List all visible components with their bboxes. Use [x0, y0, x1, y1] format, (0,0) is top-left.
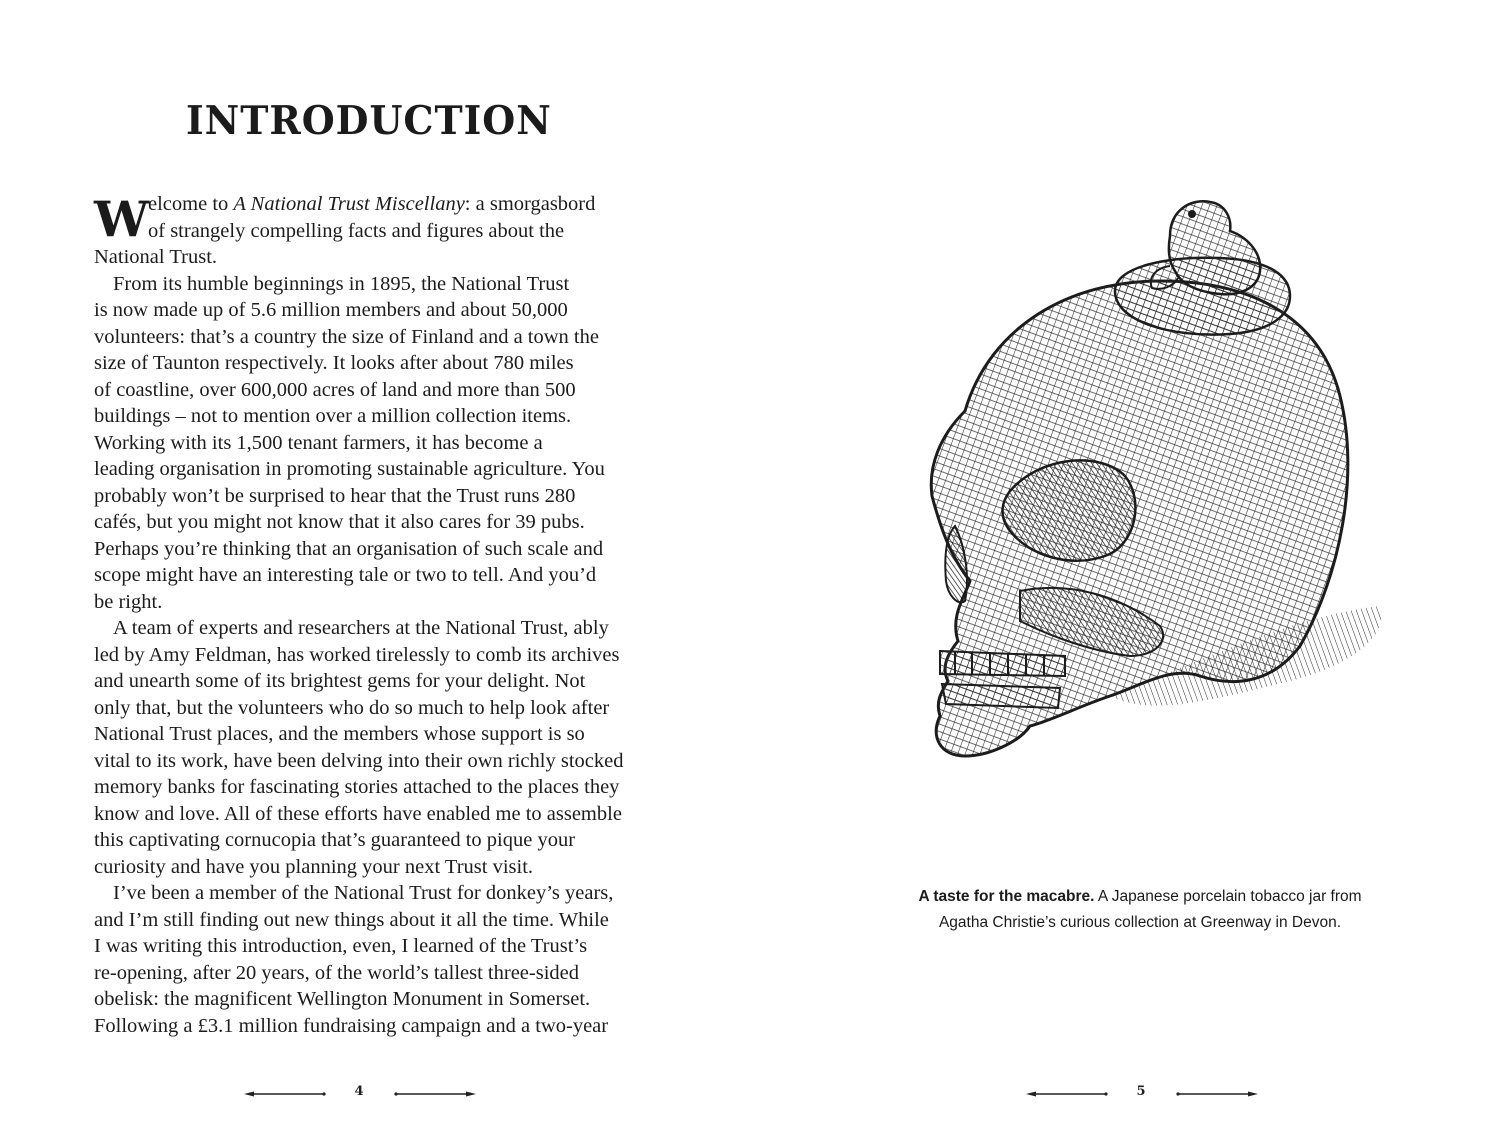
skull-outline: [931, 281, 1348, 756]
text-line-22: vital to its work, have been delving into their own richly stocked: [94, 749, 624, 772]
illustration-caption: [880, 884, 1400, 936]
text-line-19: and unearth some of its brightest gems for your delight. Not: [94, 670, 586, 692]
text-line-20: only that, but the volunteers who do so much to help look after: [94, 696, 610, 719]
text-line-24: know and love. All of these efforts have enabled me to assemble: [94, 802, 622, 825]
text-line-17: A team of experts and researchers at the National Trust, ably: [113, 617, 609, 639]
caption-line-2: Agatha Christie’s curious collection at Greenway in Devon.: [938, 914, 1342, 931]
text-line-21: National Trust places, and the members whose support is so: [94, 723, 585, 745]
caption-bold: A taste for the macabre.: [918, 888, 1095, 905]
text-line-1: elcome to A National Trust Miscellany: a smorgasbord: [148, 193, 596, 215]
text-line-29: I was writing this introduction, even, I learned of the Trust’s: [94, 935, 588, 957]
ornament-left-icon: [244, 1090, 326, 1098]
text-line-3: National Trust.: [94, 246, 218, 268]
text-line-8: of coastline, over 600,000 acres of land and more than 500: [94, 378, 576, 401]
text-line-25: this captivating cornucopia that’s guaranteed to pique your: [94, 829, 576, 851]
text-line-15: scope might have an interesting tale or two to tell. And you’d: [94, 564, 597, 586]
ornament-right-icon: [394, 1090, 476, 1098]
text-line-12: probably won’t be surprised to hear that the Trust runs 280: [94, 484, 576, 507]
text-line-2: of strangely compelling facts and figures about the: [148, 219, 565, 242]
text-line-5: is now made up of 5.6 million members and about 50,000: [94, 299, 568, 321]
drop-cap: W: [94, 190, 150, 248]
caption-line-1: [880, 884, 1400, 910]
caption-text: A Japanese porcelain tobacco jar from: [1094, 888, 1362, 905]
page-number: 4: [354, 1084, 364, 1099]
text-line-28: and I’m still finding out new things about it all the time. While: [94, 908, 609, 931]
page-number-folio: [244, 1084, 484, 1104]
ornament-right-icon: [1176, 1090, 1258, 1098]
frog-figure: [1169, 201, 1260, 294]
text-line-14: Perhaps you’re thinking that an organisation of such scale and: [94, 537, 604, 560]
text-line-18: led by Amy Feldman, has worked tirelessly to comb its archives: [94, 643, 620, 666]
text-line-11: leading organisation in promoting sustainable agriculture. You: [94, 458, 605, 480]
introduction-text: [94, 191, 634, 1039]
text-line-4: From its humble beginnings in 1895, the National Trust: [113, 272, 570, 295]
skull-tobacco-jar-illustration: [870, 196, 1390, 766]
text-line-32: Following a £3.1 million fundraising campaign and a two-year: [94, 1014, 609, 1037]
ornament-left-icon: [1026, 1090, 1108, 1098]
page-title: INTRODUCTION: [186, 98, 552, 144]
text-line-31: obelisk: the magnificent Wellington Monument in Somerset.: [94, 988, 591, 1010]
text-line-26: curiosity and have you planning your next Trust visit.: [94, 855, 534, 878]
text-line-10: Working with its 1,500 tenant farmers, it has become a: [94, 431, 543, 454]
text-line-16: be right.: [94, 590, 163, 613]
text-line-6: volunteers: that’s a country the size of Finland and a town the: [94, 325, 599, 348]
text-line-30: re-opening, after 20 years, of the world’s tallest three-sided: [94, 961, 579, 984]
text-line-7: size of Taunton respectively. It looks after about 780 miles: [94, 352, 574, 374]
text-line-13: cafés, but you might not know that it also cares for 39 pubs.: [94, 511, 585, 533]
frog-eye: [1188, 210, 1196, 218]
page-number-folio: [1026, 1084, 1266, 1104]
text-line-23: memory banks for fascinating stories attached to the places they: [94, 776, 620, 798]
page-number: 5: [1136, 1084, 1146, 1099]
text-line-27: I’ve been a member of the National Trust for donkey’s years,: [113, 882, 614, 904]
right-page: [750, 0, 1500, 1128]
text-line-9: buildings – not to mention over a million collection items.: [94, 405, 572, 427]
